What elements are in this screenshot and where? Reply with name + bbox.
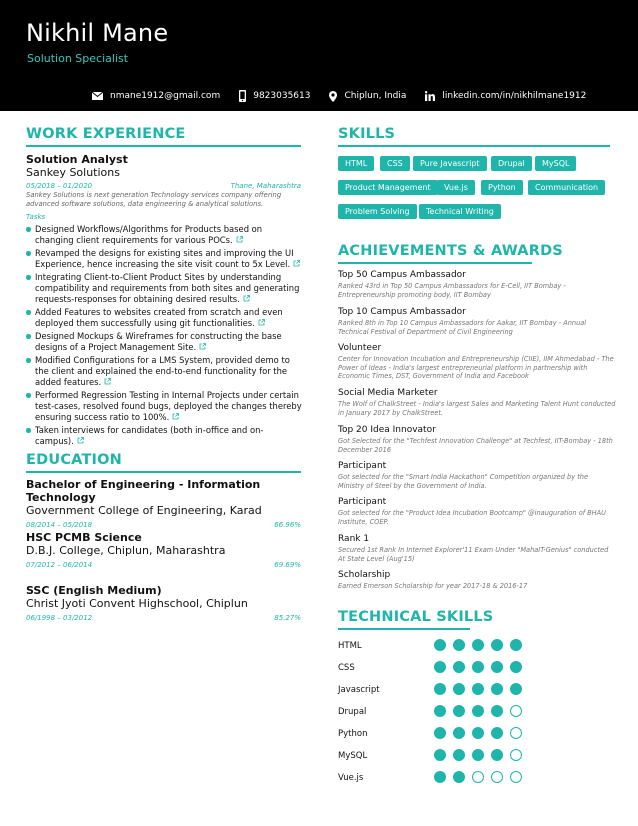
achievement-item: [338, 388, 616, 417]
contact-phone-text: 9823035613: [253, 91, 311, 101]
skill-dot-filled: [434, 639, 446, 651]
achievement-item: [338, 461, 616, 490]
skill-dot-filled: [472, 683, 484, 695]
work-experience-heading: WORK EXPERIENCE: [26, 126, 186, 142]
list-item: Performed Regression Testing in Internal Projects under certain test-cases, resolved found bugs, deployed the changes thereby ensuring success ratio to 100%.: [26, 390, 302, 423]
achievement-description: Earned Emerson Scholarship for year 2017-18 & 2016-17: [338, 582, 528, 590]
achievement-item: [338, 425, 616, 454]
technical-skill-name: Drupal: [338, 707, 367, 717]
education-item: [26, 584, 301, 623]
job-company: Sankey Solutions: [26, 166, 120, 179]
list-item: Designed Mockups & Wireframes for constructing the base designs of a Project Management Site.: [26, 331, 302, 353]
education-item: [26, 478, 301, 530]
work-experience-divider: [26, 145, 301, 147]
achievement-title: Top 10 Campus Ambassador: [338, 307, 466, 317]
technical-skill-name: Vue.js: [338, 773, 364, 783]
skill-level-rating: [434, 749, 529, 761]
job-task-list: [26, 224, 302, 449]
achievements-divider: [338, 262, 532, 264]
external-link-icon[interactable]: [236, 236, 243, 243]
technical-skill-row: [338, 706, 528, 720]
skill-dot-filled: [472, 661, 484, 673]
contact-email-text: nmane1912@gmail.com: [110, 91, 221, 101]
technical-skill-name: HTML: [338, 641, 362, 651]
skill-dot-filled: [472, 727, 484, 739]
skill-tag: Product Management: [338, 180, 438, 195]
achievement-item: [338, 343, 616, 381]
skill-level-rating: [434, 727, 529, 739]
skill-tag: Pure Javascript: [413, 156, 487, 171]
technical-skill-row: [338, 662, 528, 676]
contact-location: [329, 91, 406, 102]
education-degree: SSC (English Medium): [26, 584, 162, 597]
external-link-icon[interactable]: [293, 260, 300, 267]
skills-heading: SKILLS: [338, 126, 396, 142]
achievement-description: Center for Innovation Incubation and Entrepreneurship (CIIE), IIM Ahmedabad - The Power of Ideas - India's largest entrepreneurial platform in partnership with Economic Times, DST, Government of India and Facebook: [338, 355, 614, 380]
phone-icon: [239, 90, 246, 102]
technical-skills-heading: TECHNICAL SKILLS: [338, 609, 494, 625]
skill-dot-empty: [472, 771, 484, 783]
skill-dot-filled: [510, 639, 522, 651]
contact-location-text: Chiplun, India: [344, 91, 407, 101]
skill-dot-filled: [453, 771, 465, 783]
candidate-role: Solution Specialist: [27, 52, 129, 65]
list-item: Revamped the designs for existing sites and improving the UI Experience, hence increasing the site visit count to 5x Level.: [26, 248, 302, 270]
achievement-description: Ranked 43rd in Top 50 Campus Ambassadors for E-Cell, IIT Bombay - Entrepreneurship promoting body, IIT Bombay: [338, 282, 566, 299]
skill-dot-filled: [434, 683, 446, 695]
skills-divider: [338, 145, 610, 147]
job-location: Thane, Maharashtra: [230, 182, 301, 190]
achievement-title: Rank 1: [338, 534, 370, 544]
achievement-title: Volunteer: [338, 343, 382, 353]
contact-bar: [92, 90, 605, 102]
technical-skill-row: [338, 684, 528, 698]
skill-tag: Python: [481, 180, 523, 195]
skill-tag: HTML: [338, 156, 374, 171]
skill-level-rating: [434, 683, 529, 695]
technical-skill-name: CSS: [338, 663, 355, 673]
skill-dot-filled: [472, 705, 484, 717]
skill-dot-empty: [510, 771, 522, 783]
external-link-icon[interactable]: [77, 437, 84, 444]
achievement-item: [338, 534, 616, 563]
technical-skill-name: Javascript: [338, 685, 380, 695]
skill-dot-filled: [491, 749, 503, 761]
skill-dot-empty: [510, 749, 522, 761]
achievements-heading: ACHIEVEMENTS & AWARDS: [338, 243, 563, 259]
skill-dot-filled: [491, 661, 503, 673]
achievement-description: Ranked 8th in Top 10 Campus Ambassadors for Aakar, IIT Bombay - Annual Technical Festival of Department of Civil Engineering: [338, 319, 587, 336]
education-score: 85.27%: [274, 614, 301, 622]
education-item: [26, 531, 301, 570]
education-degree: Bachelor of Engineering - Information Technology: [26, 478, 261, 504]
achievement-title: Top 20 Idea Innovator: [338, 425, 436, 435]
skill-level-rating: [434, 771, 529, 783]
job-dates: 05/2018 – 01/2020: [26, 182, 93, 190]
skill-tag: Drupal: [491, 156, 532, 171]
achievement-item: [338, 307, 616, 336]
achievement-description: The Wolf of ChalkStreet - India's largest Sales and Marketing Talent Hunt conducted in January 2017 by ChalkStreet.: [338, 400, 616, 417]
education-school: D.B.J. College, Chiplun, Maharashtra: [26, 544, 226, 557]
skill-dot-filled: [453, 749, 465, 761]
technical-skills-divider: [338, 628, 470, 630]
technical-skill-row: [338, 772, 528, 786]
external-link-icon[interactable]: [172, 413, 179, 420]
achievement-title: Top 50 Campus Ambassador: [338, 270, 466, 280]
skill-level-rating: [434, 661, 529, 673]
technical-skill-name: Python: [338, 729, 368, 739]
job-meta: [26, 182, 301, 190]
skill-dot-filled: [434, 727, 446, 739]
achievement-title: Participant: [338, 461, 387, 471]
contact-linkedin-text: linkedin.com/in/nikhilmane1912: [442, 91, 587, 101]
achievement-item: [338, 497, 616, 526]
skill-dot-filled: [472, 749, 484, 761]
achievement-title: Participant: [338, 497, 387, 507]
skill-dot-filled: [510, 683, 522, 695]
skill-dot-filled: [491, 705, 503, 717]
external-link-icon[interactable]: [243, 295, 250, 302]
job-tasks-label: Tasks: [26, 213, 46, 221]
skill-dot-filled: [434, 705, 446, 717]
skill-level-rating: [434, 705, 529, 717]
list-item: Taken interviews for candidates (both in-office and on-campus).: [26, 425, 302, 447]
achievement-item: [338, 270, 616, 299]
skill-tag: MySQL: [535, 156, 576, 171]
education-degree: HSC PCMB Science: [26, 531, 142, 544]
education-divider: [26, 471, 301, 473]
skill-tag: CSS: [380, 156, 410, 171]
achievement-description: Got selected for the "Product Idea Incubation Bootcamp" @inauguration of BHAU Institute, COEP.: [338, 509, 606, 526]
linkedin-icon: [425, 91, 435, 101]
education-school: Government College of Engineering, Karad: [26, 504, 262, 517]
mail-icon: [92, 92, 103, 100]
skill-dot-filled: [434, 749, 446, 761]
education-dates: 08/2014 – 05/2018: [26, 521, 93, 529]
job-title: Solution Analyst: [26, 153, 128, 166]
skill-tag: Communication: [528, 180, 605, 195]
skill-dot-filled: [491, 683, 503, 695]
skill-dot-filled: [510, 661, 522, 673]
skill-tag: Problem Solving: [338, 204, 417, 219]
education-dates: 07/2012 – 06/2014: [26, 561, 93, 569]
skill-dot-filled: [434, 771, 446, 783]
education-school: Christ Jyoti Convent Highschool, Chiplun: [26, 597, 248, 610]
list-item: Integrating Client-to-Client Product Sites by understanding compatibility and requirements from both sites and generating requests-responses for obtaining desired results.: [26, 272, 302, 305]
skill-dot-filled: [472, 639, 484, 651]
skill-tag: Vue.js: [437, 180, 475, 195]
list-item: Added Features to websites created from scratch and even deployed them successfully using git functionalities.: [26, 307, 302, 329]
technical-skill-row: [338, 728, 528, 742]
education-meta: [26, 561, 301, 570]
technical-skill-name: MySQL: [338, 751, 368, 761]
location-icon: [329, 91, 337, 102]
skill-dot-filled: [453, 683, 465, 695]
skill-dot-filled: [453, 639, 465, 651]
achievement-description: Secured 1st Rank In Internet Explorer'11 Exam Under "MahaIT-Genius" conducted At State Level (Aug'15): [338, 546, 609, 563]
technical-skill-row: [338, 640, 528, 654]
skill-dot-empty: [510, 705, 522, 717]
education-score: 66.96%: [274, 521, 301, 529]
skill-dot-filled: [453, 705, 465, 717]
skill-dot-empty: [491, 771, 503, 783]
education-score: 69.69%: [274, 561, 301, 569]
contact-phone[interactable]: [239, 90, 310, 102]
contact-email[interactable]: [92, 91, 220, 101]
resume-header: [0, 0, 638, 111]
education-meta: [26, 614, 301, 623]
achievement-item: [338, 570, 616, 591]
contact-linkedin[interactable]: [425, 91, 586, 101]
achievement-description: Got Selected for the "Techfest Innovation Challenge" at Techfest, IIT-Bombay - 18th December 2016: [338, 437, 613, 454]
achievement-title: Scholarship: [338, 570, 391, 580]
skill-dot-empty: [510, 727, 522, 739]
candidate-name: Nikhil Mane: [26, 19, 169, 47]
achievement-description: Got selected for the "Smart India Hackathon" Competition organized by the Ministry of Steel by the Government of India.: [338, 473, 589, 490]
external-link-icon[interactable]: [104, 378, 111, 385]
skill-dot-filled: [453, 727, 465, 739]
external-link-icon[interactable]: [258, 319, 265, 326]
achievement-title: Social Media Marketer: [338, 388, 438, 398]
job-description: Sankey Solutions is next generation Technology services company offering advanced software solutions, data engineering & analytical solutions.: [26, 191, 282, 208]
skill-level-rating: [434, 639, 529, 651]
skill-dot-filled: [453, 661, 465, 673]
education-heading: EDUCATION: [26, 452, 123, 468]
skill-dot-filled: [491, 727, 503, 739]
skill-tag: Technical Writing: [419, 204, 501, 219]
external-link-icon[interactable]: [199, 343, 206, 350]
technical-skill-row: [338, 750, 528, 764]
education-dates: 06/1998 – 03/2012: [26, 614, 93, 622]
list-item: Modified Configurations for a LMS System, provided demo to the client and explained the end-to-end functionality for the added features.: [26, 355, 302, 388]
list-item: Designed Workflows/Algorithms for Products based on changing client requirements for various POCs.: [26, 224, 302, 246]
skill-dot-filled: [434, 661, 446, 673]
education-meta: [26, 521, 301, 530]
skill-dot-filled: [491, 639, 503, 651]
